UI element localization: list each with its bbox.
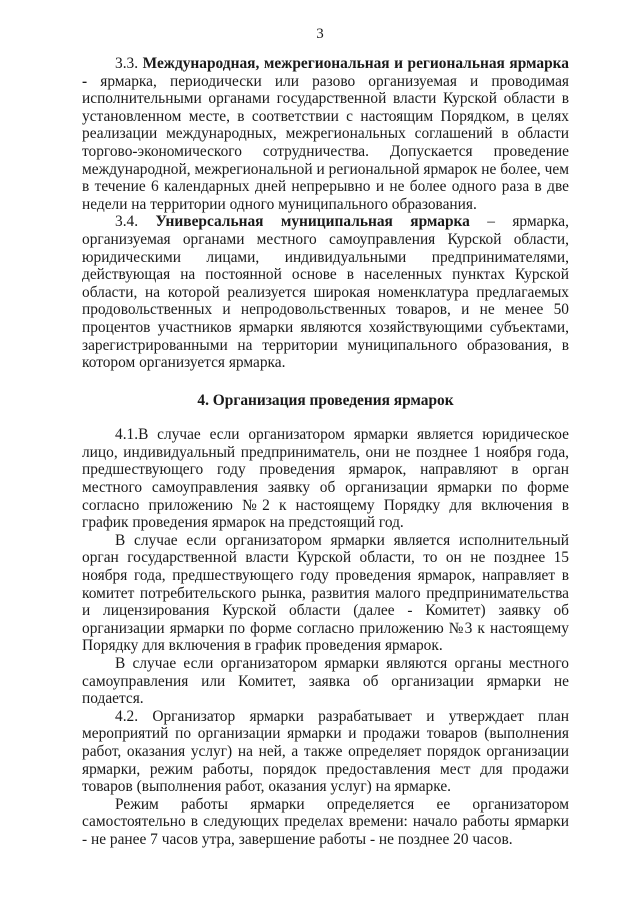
paragraph-4-2: 4.2. Организатор ярмарки разрабатывает и утверждает план мероприятий по организации ярмарки и продажи товаров (выполнения работ, оказания услуг) на ней, а также определяет порядок организации ярмарки, режим работы, порядок предоставления мест для продажи товаров (выполнения работ, оказания услуг) на ярмарке. bbox=[82, 707, 569, 796]
clause-3-3-text: ярмарка, периодически или разово организуемая и проводимая исполнительными органами государственной власти Курской области в установленном месте, в соответствии с настоящим Порядком, в целях реализации международных, межрегиональных соглашений в области торгово-экономического сотрудничества. Допускается проведение международной, межрегиональной и региональной ярмарок не более, чем в течение 6 календарных дней непрерывно и не более одного раза в две недели на территории одного муниципального образования. bbox=[82, 72, 569, 213]
clause-3-3-number: 3.3. bbox=[115, 55, 139, 72]
section-4-heading: 4. Организация проведения ярмарок bbox=[197, 391, 454, 409]
paragraph-4-1: 4.1.В случае если организатором ярмарки является юридическое лицо, индивидуальный предприниматель, они не позднее 1 ноября года, предшествующего году проведения ярмарок, направляют в орган местного самоуправления заявку об организации ярмарки по форме согласно приложению №2 к настоящему Порядку для включения в график проведения ярмарок на предстоящий год. bbox=[82, 426, 569, 532]
paragraph-4-2-working-hours: Режим работы ярмарки определяется ее организатором самостоятельно в следующих пределах времени: начало работы ярмарки - не ранее 7 часов утра, завершение работы - не позднее 20 часов. bbox=[82, 795, 569, 848]
paragraph-4-1-no-application: В случае если организатором ярмарки являются органы местного самоуправления или Комитет, заявка об организации ярмарки не подается. bbox=[82, 655, 569, 708]
paragraph-4-1-state-organizer: В случае если организатором ярмарки является исполнительный орган государственной власти Курской области, то он не позднее 15 ноября года, предшествующего году проведения ярмарок, направляет в комитет потребительского рынка, развития малого предпринимательства и лицензирования Курской области (далее - Комитет) заявку об организации ярмарки по форме согласно приложению №3 к настоящему Порядку для включения в график проведения ярмарок. bbox=[82, 531, 569, 655]
clause-3-4-text: – ярмарка, организуемая органами местного самоуправления Курской области, юридическими лицами, индивидуальными предпринимателями, действующая на постоянной основе в населенных пунктах Курской области, на которой реализуется широкая номенклатура предлагаемых продовольственных и непродовольственных товаров, и не менее 50 процентов участников ярмарки являются хозяйствующими субъектами, зарегистрированными на территории муниципального образования, в котором организуется ярмарка. bbox=[82, 213, 569, 372]
page-number: 3 bbox=[316, 26, 324, 42]
clause-3-3-title: Международная, межрегиональная и региональная ярмарка - bbox=[82, 55, 569, 90]
clause-3-4 bbox=[82, 213, 569, 371]
clause-3-4-number: 3.4. bbox=[115, 213, 139, 231]
document-body bbox=[82, 55, 569, 849]
clause-3-3 bbox=[82, 55, 569, 213]
clause-3-4-title: Универсальная муниципальная ярмарка bbox=[155, 213, 470, 231]
